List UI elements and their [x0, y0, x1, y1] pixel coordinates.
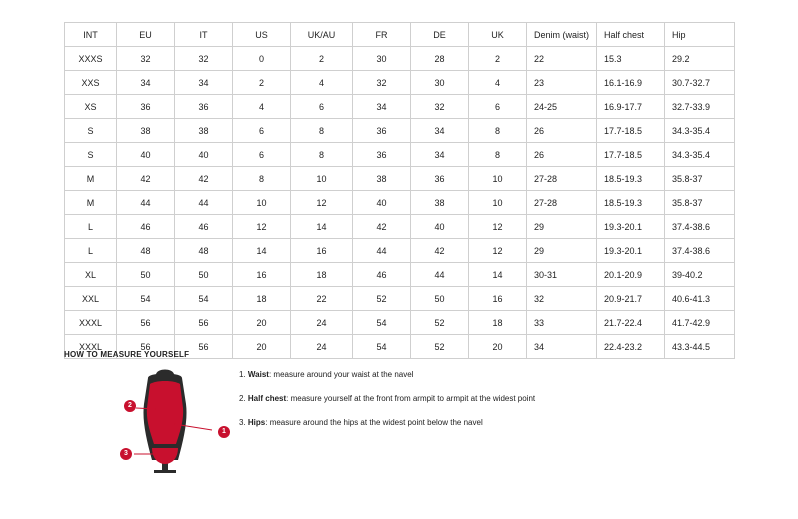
table-cell: 21.7-22.4 [597, 311, 665, 335]
table-cell: 18.5-19.3 [597, 191, 665, 215]
table-cell: 27-28 [527, 191, 597, 215]
table-cell: 34 [175, 71, 233, 95]
table-cell: 56 [117, 311, 175, 335]
table-cell: 50 [411, 287, 469, 311]
table-cell: 40 [117, 143, 175, 167]
table-cell: 38 [353, 167, 411, 191]
table-cell: 35.8-37 [665, 191, 735, 215]
table-cell: 8 [469, 143, 527, 167]
table-cell: 27-28 [527, 167, 597, 191]
table-cell: 10 [469, 191, 527, 215]
table-cell: 14 [469, 263, 527, 287]
table-row [65, 215, 735, 239]
table-cell: 44 [175, 191, 233, 215]
step-term: Waist [247, 370, 269, 379]
column-header-hip: Hip [665, 23, 735, 47]
table-cell: 32 [175, 47, 233, 71]
table-cell: 43.3-44.5 [665, 335, 735, 359]
table-cell: 32 [527, 287, 597, 311]
table-cell: 2 [469, 47, 527, 71]
table-cell: 36 [117, 95, 175, 119]
measure-step [239, 369, 719, 380]
step-number: 2. [239, 394, 246, 403]
table-cell: 0 [233, 47, 291, 71]
table-cell: S [65, 119, 117, 143]
table-cell: 40 [411, 215, 469, 239]
table-cell: 2 [291, 47, 353, 71]
table-cell: 29 [527, 239, 597, 263]
table-header-row [65, 23, 735, 47]
table-cell: 20.1-20.9 [597, 263, 665, 287]
size-table-container [64, 22, 734, 359]
table-cell: 42 [411, 239, 469, 263]
table-cell: 33 [527, 311, 597, 335]
table-cell: 16 [469, 287, 527, 311]
column-header-us: US [233, 23, 291, 47]
table-cell: 17.7-18.5 [597, 143, 665, 167]
table-row [65, 47, 735, 71]
step-text: : measure around the hips at the widest point below the navel [265, 418, 483, 427]
table-cell: 8 [469, 119, 527, 143]
table-cell: 32.7-33.9 [665, 95, 735, 119]
column-header-uk-au: UK/AU [291, 23, 353, 47]
table-cell: 34 [353, 95, 411, 119]
table-cell: 23 [527, 71, 597, 95]
callout-bullet-1: 1 [218, 426, 230, 438]
table-cell: 19.3-20.1 [597, 239, 665, 263]
step-term: Hips [247, 418, 266, 427]
table-cell: 10 [291, 167, 353, 191]
column-header-fr: FR [353, 23, 411, 47]
table-cell: 37.4-38.6 [665, 239, 735, 263]
table-cell: 44 [117, 191, 175, 215]
table-row [65, 95, 735, 119]
measure-steps-list [239, 369, 719, 441]
table-cell: 12 [469, 215, 527, 239]
table-cell: 52 [411, 311, 469, 335]
table-cell: 18 [291, 263, 353, 287]
table-cell: 34 [411, 119, 469, 143]
table-cell: 32 [353, 71, 411, 95]
table-cell: XS [65, 95, 117, 119]
table-cell: XXS [65, 71, 117, 95]
table-cell: 54 [117, 287, 175, 311]
table-cell: 12 [469, 239, 527, 263]
table-cell: 36 [353, 119, 411, 143]
table-cell: 8 [233, 167, 291, 191]
table-row [65, 263, 735, 287]
table-cell: 6 [469, 95, 527, 119]
table-cell: 26 [527, 119, 597, 143]
table-cell: 40 [353, 191, 411, 215]
table-cell: 54 [175, 287, 233, 311]
table-cell: 6 [291, 95, 353, 119]
table-cell: 12 [291, 191, 353, 215]
table-cell: 48 [175, 239, 233, 263]
table-cell: 36 [411, 167, 469, 191]
table-cell: 38 [175, 119, 233, 143]
table-cell: 34 [527, 335, 597, 359]
table-cell: 50 [117, 263, 175, 287]
table-cell: 18.5-19.3 [597, 167, 665, 191]
table-cell: XXL [65, 287, 117, 311]
table-cell: 4 [233, 95, 291, 119]
table-row [65, 191, 735, 215]
how-to-measure-section [64, 364, 734, 494]
table-cell: 15.3 [597, 47, 665, 71]
step-term: Half chest [247, 394, 287, 403]
table-body [65, 47, 735, 359]
table-cell: 6 [233, 119, 291, 143]
table-cell: 42 [175, 167, 233, 191]
table-cell: M [65, 191, 117, 215]
table-cell: XXXL [65, 335, 117, 359]
table-cell: 40 [175, 143, 233, 167]
column-header-half-chest: Half chest [597, 23, 665, 47]
table-cell: 34 [411, 143, 469, 167]
measure-step [239, 393, 719, 404]
table-cell: 54 [353, 311, 411, 335]
table-cell: XL [65, 263, 117, 287]
table-cell: 8 [291, 119, 353, 143]
mannequin-illustration [100, 364, 230, 489]
table-cell: 17.7-18.5 [597, 119, 665, 143]
table-cell: 4 [469, 71, 527, 95]
column-header-eu: EU [117, 23, 175, 47]
table-cell: 24 [291, 311, 353, 335]
table-cell: 37.4-38.6 [665, 215, 735, 239]
table-cell: 20 [469, 335, 527, 359]
table-cell: 41.7-42.9 [665, 311, 735, 335]
table-cell: 2 [233, 71, 291, 95]
measure-step [239, 417, 719, 428]
table-cell: L [65, 239, 117, 263]
table-cell: XXXS [65, 47, 117, 71]
table-cell: 30 [353, 47, 411, 71]
table-row [65, 167, 735, 191]
table-cell: 52 [353, 287, 411, 311]
table-cell: 32 [117, 47, 175, 71]
table-cell: 14 [291, 215, 353, 239]
table-cell: M [65, 167, 117, 191]
table-cell: 56 [117, 335, 175, 359]
table-cell: 52 [411, 335, 469, 359]
table-cell: 20.9-21.7 [597, 287, 665, 311]
table-cell: 28 [411, 47, 469, 71]
table-cell: 26 [527, 143, 597, 167]
column-header-uk: UK [469, 23, 527, 47]
table-cell: 29.2 [665, 47, 735, 71]
size-table [64, 22, 735, 359]
table-cell: 38 [117, 119, 175, 143]
table-cell: 22 [291, 287, 353, 311]
table-cell: 36 [175, 95, 233, 119]
column-header-denim-waist: Denim (waist) [527, 23, 597, 47]
step-number: 3. [239, 418, 246, 427]
table-cell: 44 [353, 239, 411, 263]
column-header-int: INT [65, 23, 117, 47]
table-cell: 48 [117, 239, 175, 263]
table-cell: 6 [233, 143, 291, 167]
table-cell: 30-31 [527, 263, 597, 287]
table-cell: 42 [117, 167, 175, 191]
table-row [65, 287, 735, 311]
table-cell: 54 [353, 335, 411, 359]
table-cell: 4 [291, 71, 353, 95]
table-row [65, 71, 735, 95]
table-cell: 10 [469, 167, 527, 191]
table-cell: 22 [527, 47, 597, 71]
table-cell: 46 [175, 215, 233, 239]
table-cell: 39-40.2 [665, 263, 735, 287]
table-cell: 24-25 [527, 95, 597, 119]
table-cell: 34.3-35.4 [665, 119, 735, 143]
table-row [65, 119, 735, 143]
table-cell: 16.1-16.9 [597, 71, 665, 95]
table-row [65, 239, 735, 263]
callout-bullet-3: 3 [120, 448, 132, 460]
table-cell: 30.7-32.7 [665, 71, 735, 95]
callout-bullet-2: 2 [124, 400, 136, 412]
table-cell: 34.3-35.4 [665, 143, 735, 167]
table-row [65, 311, 735, 335]
table-cell: 29 [527, 215, 597, 239]
table-cell: 24 [291, 335, 353, 359]
table-cell: 18 [233, 287, 291, 311]
table-cell: 50 [175, 263, 233, 287]
table-cell: 36 [353, 143, 411, 167]
table-cell: 44 [411, 263, 469, 287]
table-cell: 20 [233, 335, 291, 359]
table-cell: 46 [117, 215, 175, 239]
table-cell: 10 [233, 191, 291, 215]
table-cell: 8 [291, 143, 353, 167]
step-number: 1. [239, 370, 246, 379]
table-row [65, 143, 735, 167]
table-cell: 16 [233, 263, 291, 287]
table-cell: 46 [353, 263, 411, 287]
table-cell: 40.6-41.3 [665, 287, 735, 311]
table-cell: 20 [233, 311, 291, 335]
table-cell: 56 [175, 311, 233, 335]
table-cell: 56 [175, 335, 233, 359]
table-cell: 12 [233, 215, 291, 239]
table-cell: 16 [291, 239, 353, 263]
table-cell: L [65, 215, 117, 239]
table-cell: 22.4-23.2 [597, 335, 665, 359]
step-text: : measure around your waist at the navel [268, 370, 414, 379]
table-cell: XXXL [65, 311, 117, 335]
table-cell: 34 [117, 71, 175, 95]
table-cell: 18 [469, 311, 527, 335]
how-to-measure-title: HOW TO MEASURE YOURSELF [64, 350, 190, 359]
column-header-it: IT [175, 23, 233, 47]
table-cell: S [65, 143, 117, 167]
table-cell: 14 [233, 239, 291, 263]
table-cell: 32 [411, 95, 469, 119]
step-text: : measure yourself at the front from armpit to armpit at the widest point [286, 394, 536, 403]
column-header-de: DE [411, 23, 469, 47]
table-cell: 19.3-20.1 [597, 215, 665, 239]
table-cell: 38 [411, 191, 469, 215]
table-cell: 35.8-37 [665, 167, 735, 191]
table-cell: 42 [353, 215, 411, 239]
table-cell: 30 [411, 71, 469, 95]
table-cell: 16.9-17.7 [597, 95, 665, 119]
